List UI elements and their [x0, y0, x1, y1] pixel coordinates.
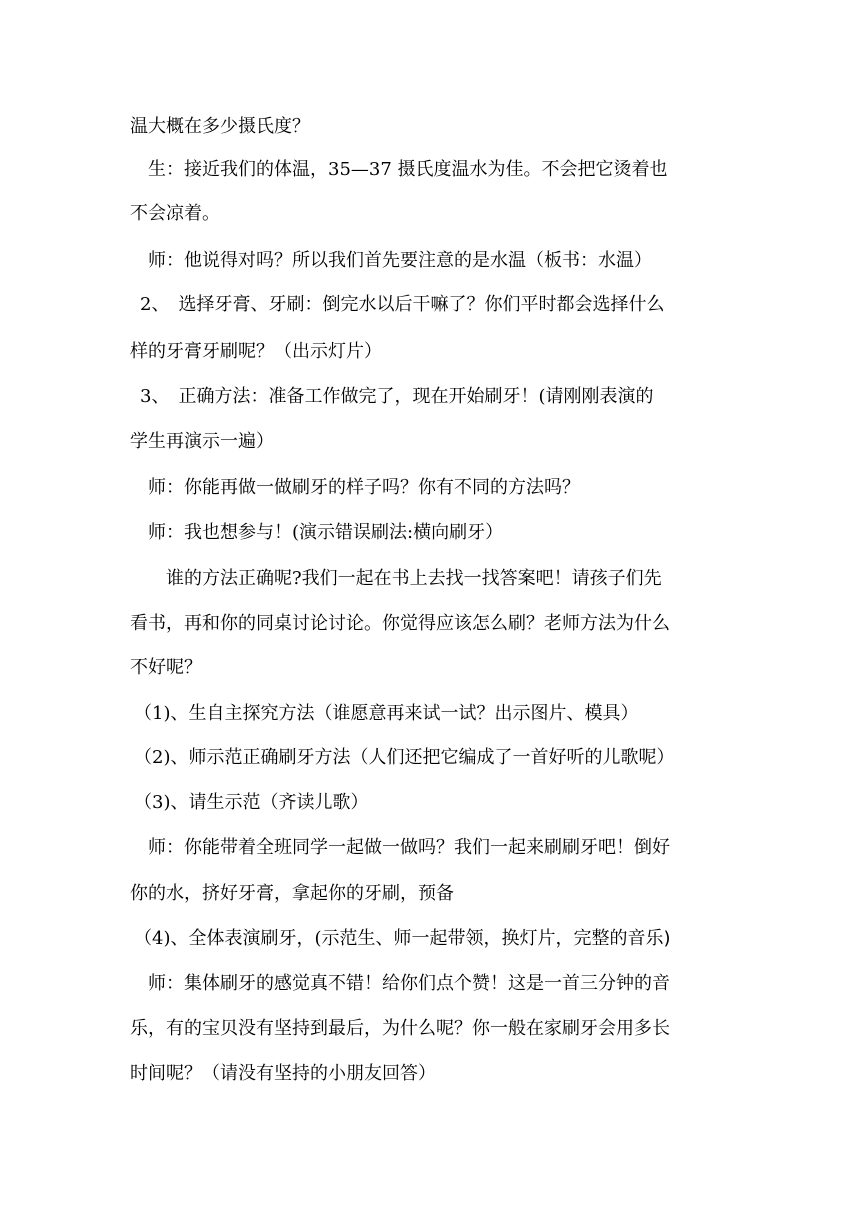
text-line: [134, 746, 674, 770]
text-line: [148, 249, 652, 273]
text-line: [148, 521, 503, 545]
text-line: [130, 430, 274, 454]
text-line: [130, 202, 220, 226]
line-text: 温大概在多少摄氏度？: [130, 116, 310, 137]
line-text: 样的牙膏牙刷呢？（出示灯片）: [130, 341, 382, 362]
line-text: 师：集体刷牙的感觉真不错！给你们点个赞！这是一首三分钟的音: [148, 973, 670, 994]
text-line: [130, 1017, 670, 1041]
line-text: （2)、师示范正确刷牙方法（人们还把它编成了一首好听的儿歌呢）: [134, 747, 675, 768]
line-text-emphasis: 出示图片、模具）: [494, 703, 639, 724]
line-text: 乐，有的宝贝没有坚持到最后，为什么呢？你一般在家刷牙会用多长: [130, 1018, 670, 1039]
text-line: [140, 293, 664, 317]
line-text: 师：你能再做一做刷牙的样子吗？你有不同的方法吗？: [148, 477, 580, 498]
line-text-emphasis: 换灯片，完整的音乐): [501, 928, 671, 949]
text-line: [130, 656, 202, 680]
text-line: [148, 158, 668, 182]
line-text: 学生再演示一遍）: [130, 431, 274, 452]
line-text: 你的水，挤好牙膏，拿起你的牙刷，预备: [130, 883, 454, 904]
line-text: 师：他说得对吗？所以我们首先要注意的是水温（板书：水温）: [148, 250, 652, 271]
line-text: 谁的方法正确呢?我们一起在书上去找一找答案吧！请孩子们先: [166, 568, 662, 589]
line-text: 不会凉着。: [130, 203, 220, 224]
text-line: [148, 476, 580, 500]
text-line: [130, 882, 454, 906]
line-text: 生：接近我们的体温，35—37 摄氏度温水为佳。不会把它烫着也: [148, 159, 668, 180]
line-text: 师：你能带着全班同学一起做一做吗？我们一起来刷刷牙吧！倒好: [148, 837, 670, 858]
line-text: （1)、生自主探究方法（谁愿意再来试一试？: [134, 703, 495, 724]
text-line: [148, 972, 670, 996]
text-line: [130, 115, 310, 139]
line-text: 不好呢？: [130, 657, 202, 678]
text-line: [130, 1062, 436, 1086]
text-line: [130, 612, 670, 636]
line-text: （3)、请生示范（齐读儿歌）: [134, 792, 369, 813]
line-text: 2、 选择牙膏、牙刷：倒完水以后干嘛了？你们平时都会选择什么: [140, 294, 665, 315]
line-text: 师：我也想参与！(演示错误刷法:横向刷牙）: [148, 522, 504, 543]
text-line: [140, 385, 653, 409]
line-text: 时间呢？（请没有坚持的小朋友回答）: [130, 1063, 436, 1084]
text-line: [134, 791, 368, 815]
line-text: 看书，再和你的同桌讨论讨论。你觉得应该怎么刷？老师方法为什么: [130, 613, 670, 634]
text-line: [134, 702, 638, 726]
text-line: [148, 836, 670, 860]
line-text: （4)、全体表演刷牙，(示范生、师一起带领，: [134, 928, 502, 949]
text-line: [130, 340, 382, 364]
text-line: [166, 567, 662, 591]
text-line: [134, 927, 671, 951]
line-text: 3、 正确方法：准备工作做完了，现在开始刷牙！(请刚刚表演的: [140, 386, 654, 407]
